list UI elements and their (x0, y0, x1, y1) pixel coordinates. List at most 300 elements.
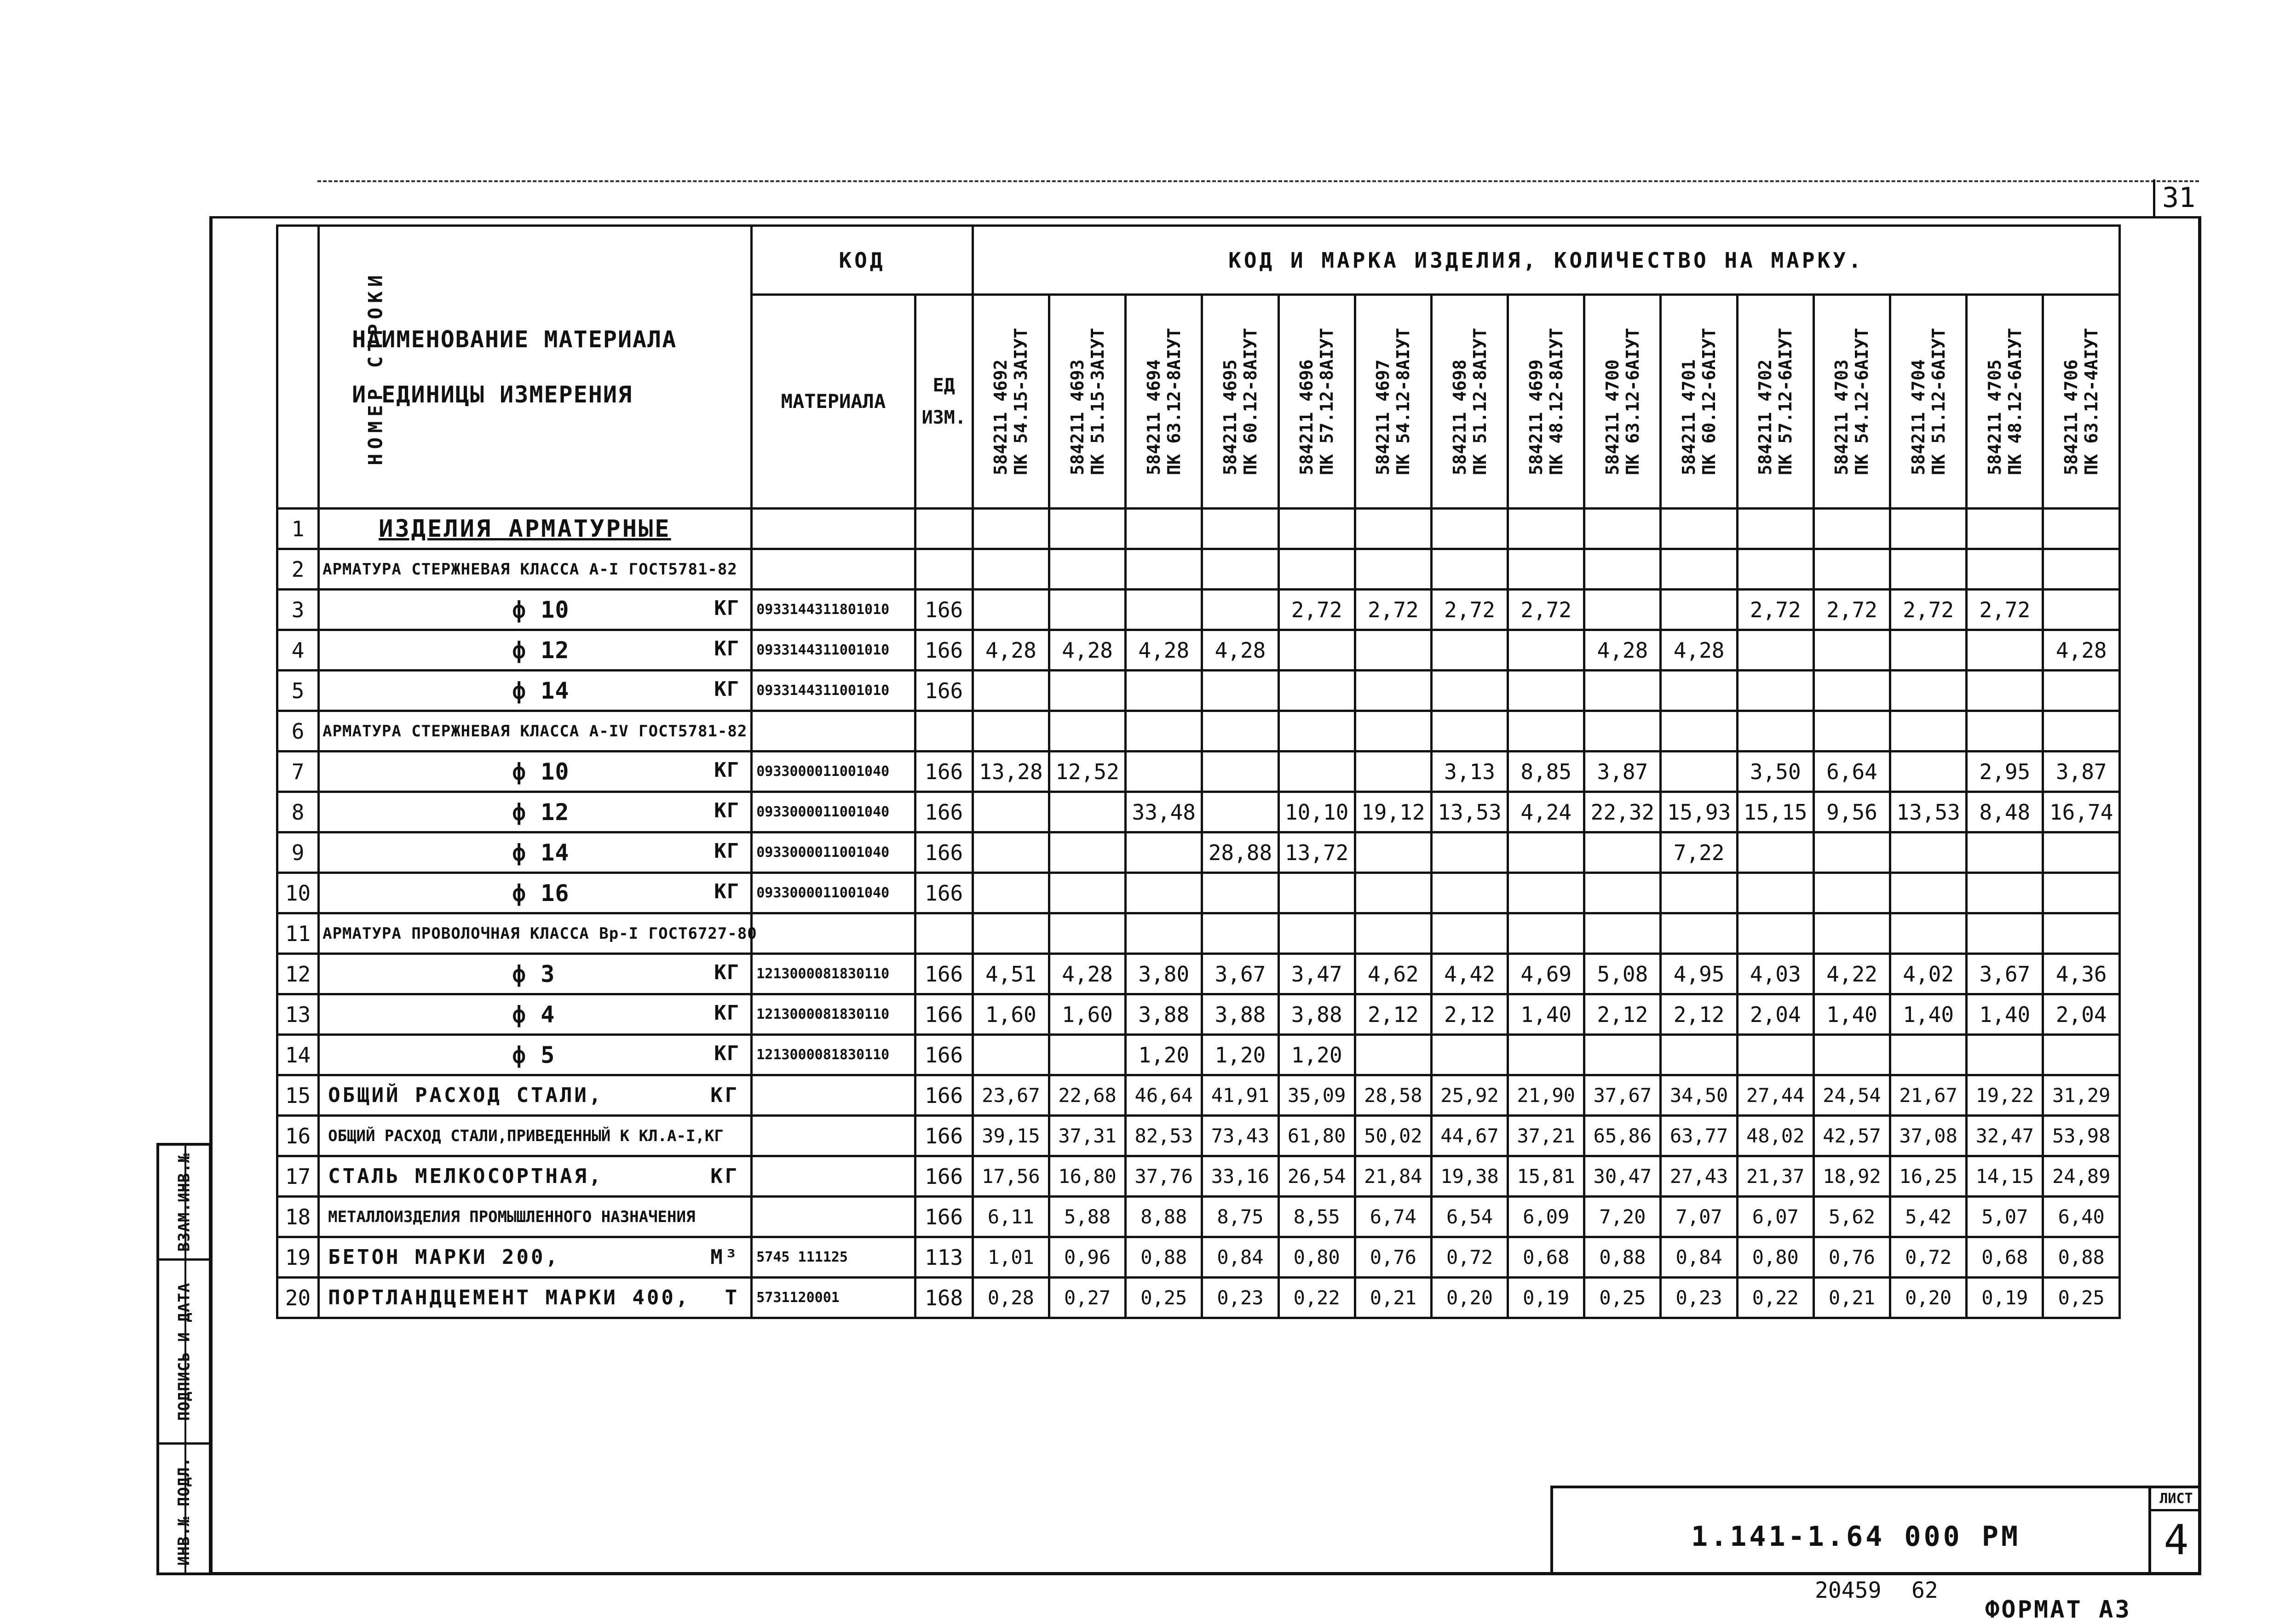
unit-text: КГ (714, 1041, 740, 1065)
quantity-cell (1967, 549, 2043, 590)
quantity-cell: 2,72 (1431, 590, 1508, 630)
quantity-cell: 3,67 (1202, 954, 1278, 994)
document-code: 1.141-1.64 000 РМ (1691, 1521, 2021, 1553)
stamp-label: ПОДПИСЬ И ДАТА (175, 1282, 194, 1421)
material-name (319, 509, 752, 549)
quantity-cell (1967, 630, 2043, 671)
quantity-cell (1584, 1035, 1661, 1075)
top-dashed-line (317, 180, 2199, 182)
material-name-text: БЕТОН МАРКИ 200, (328, 1245, 560, 1269)
quantity-cell: 0,80 (1278, 1237, 1355, 1278)
quantity-cell (1355, 752, 1431, 792)
material-name (319, 1156, 752, 1197)
unit-code: 166 (915, 671, 973, 711)
quantity-cell (1049, 590, 1125, 630)
quantity-cell: 16,25 (1890, 1156, 1967, 1197)
quantity-cell (1737, 549, 1813, 590)
material-name-text: ф 16 (512, 879, 570, 907)
quantity-cell (973, 792, 1049, 832)
quantity-cell (1355, 1035, 1431, 1075)
quantity-cell (1661, 671, 1737, 711)
quantity-cell (1202, 590, 1278, 630)
unit-code (915, 509, 973, 549)
quantity-cell: 48,02 (1737, 1116, 1813, 1156)
quantity-cell: 4,24 (1508, 792, 1584, 832)
quantity-cell (1049, 671, 1125, 711)
unit-text: КГ (714, 879, 740, 903)
material-code (752, 549, 915, 590)
table-row (277, 873, 2120, 913)
product-mark: ПК 63.12-6АIУТ (1622, 327, 1643, 476)
row-number: 17 (277, 1156, 319, 1197)
quantity-cell (1126, 873, 1202, 913)
unit-code: 166 (915, 954, 973, 994)
quantity-cell (1202, 509, 1278, 549)
unit-code: 166 (915, 994, 973, 1035)
row-number: 18 (277, 1197, 319, 1237)
material-code (752, 711, 915, 752)
quantity-cell (1661, 590, 1737, 630)
row-number: 12 (277, 954, 319, 994)
row-number: 16 (277, 1116, 319, 1156)
quantity-cell (1584, 873, 1661, 913)
quantity-cell: 4,36 (2043, 954, 2120, 994)
quantity-cell: 8,75 (1202, 1197, 1278, 1237)
quantity-cell: 5,08 (1584, 954, 1661, 994)
quantity-cell: 4,28 (1202, 630, 1278, 671)
row-number: 2 (277, 549, 319, 590)
quantity-cell (2043, 590, 2120, 630)
quantity-cell: 23,67 (973, 1075, 1049, 1116)
unit-code: 166 (915, 1116, 973, 1156)
footer-number-2: 62 (1911, 1578, 1938, 1603)
quantity-cell: 6,07 (1737, 1197, 1813, 1237)
quantity-cell (1431, 630, 1508, 671)
quantity-cell: 2,72 (1737, 590, 1813, 630)
quantity-cell: 16,80 (1049, 1156, 1125, 1197)
quantity-cell: 4,28 (1049, 954, 1125, 994)
product-column-header (1049, 295, 1125, 509)
material-code: 0933144311801010 (752, 590, 915, 630)
material-name-text: ф 3 (512, 960, 555, 987)
table-row (277, 1237, 2120, 1278)
quantity-cell (1890, 913, 1967, 954)
row-number: 14 (277, 1035, 319, 1075)
material-code (752, 913, 915, 954)
stamp-cell-replaced (159, 1146, 209, 1261)
quantity-cell (1278, 913, 1355, 954)
quantity-cell (973, 873, 1049, 913)
quantity-cell: 28,58 (1355, 1075, 1431, 1116)
quantity-cell: 63,77 (1661, 1116, 1737, 1156)
quantity-cell: 0,84 (1202, 1237, 1278, 1278)
quantity-cell (1431, 832, 1508, 873)
quantity-cell: 46,64 (1126, 1075, 1202, 1116)
row-number: 5 (277, 671, 319, 711)
quantity-cell (2043, 873, 2120, 913)
corner-number: 31 (2162, 182, 2196, 214)
quantity-cell: 0,27 (1049, 1278, 1125, 1318)
unit-code: 166 (915, 1197, 973, 1237)
quantity-cell: 0,20 (1890, 1278, 1967, 1318)
product-mark: ПК 60.12-8АIУТ (1240, 327, 1261, 476)
quantity-cell (1049, 913, 1125, 954)
stamp-cell-original (159, 1445, 209, 1578)
quantity-cell (1737, 1035, 1813, 1075)
quantity-cell: 4,03 (1737, 954, 1813, 994)
quantity-cell: 28,88 (1202, 832, 1278, 873)
quantity-cell: 0,84 (1661, 1237, 1737, 1278)
product-code: 584211 4696 (1296, 359, 1317, 476)
product-mark: ПК 63.12-4АIУТ (2081, 327, 2102, 476)
quantity-cell: 18,92 (1813, 1156, 1890, 1197)
quantity-cell (1737, 671, 1813, 711)
quantity-cell (1661, 873, 1737, 913)
quantity-cell: 3,87 (1584, 752, 1661, 792)
quantity-cell (1890, 509, 1967, 549)
unit-text: КГ (714, 798, 740, 822)
quantity-cell (973, 711, 1049, 752)
quantity-cell: 4,28 (1049, 630, 1125, 671)
quantity-cell: 4,22 (1813, 954, 1890, 994)
sheet-label: ЛИСТ (2151, 1488, 2201, 1511)
code-header: КОД (752, 226, 973, 295)
product-code: 584211 4703 (1831, 359, 1852, 476)
product-code: 584211 4700 (1602, 359, 1623, 476)
quantity-cell (1278, 873, 1355, 913)
quantity-cell (1355, 711, 1431, 752)
product-column-header (1967, 295, 2043, 509)
quantity-cell (1431, 711, 1508, 752)
quantity-cell: 1,60 (973, 994, 1049, 1035)
quantity-cell (1202, 671, 1278, 711)
quantity-cell: 13,28 (973, 752, 1049, 792)
table-row (277, 1197, 2120, 1237)
product-code: 584211 4701 (1679, 359, 1699, 476)
quantity-cell: 1,40 (1967, 994, 2043, 1035)
quantity-cell: 21,84 (1355, 1156, 1431, 1197)
quantity-cell (1661, 549, 1737, 590)
unit-text: М³ (710, 1245, 740, 1269)
material-name-text: АРМАТУРА СТЕРЖНЕВАЯ КЛАССА А-I ГОСТ5781-82 (322, 560, 737, 579)
unit-text: КГ (710, 1083, 740, 1107)
quantity-cell: 44,67 (1431, 1116, 1508, 1156)
quantity-cell (1278, 509, 1355, 549)
product-column-header (1584, 295, 1661, 509)
material-code: 5731120001 (752, 1278, 915, 1318)
quantity-cell (1049, 711, 1125, 752)
unit-code: 166 (915, 630, 973, 671)
quantity-cell: 2,12 (1661, 994, 1737, 1035)
material-name (319, 1116, 752, 1156)
quantity-cell: 2,72 (1278, 590, 1355, 630)
quantity-cell: 27,43 (1661, 1156, 1737, 1197)
quantity-cell: 1,20 (1278, 1035, 1355, 1075)
product-mark: ПК 51.12-6АIУТ (1928, 327, 1949, 476)
quantity-cell: 6,09 (1508, 1197, 1584, 1237)
quantity-cell: 2,72 (1967, 590, 2043, 630)
quantity-cell (1813, 1035, 1890, 1075)
unit-text: КГ (714, 839, 740, 863)
quantity-cell (973, 913, 1049, 954)
quantity-cell: 2,12 (1355, 994, 1431, 1035)
product-mark: ПК 54.12-6АIУТ (1852, 327, 1872, 476)
product-mark: ПК 48.12-8АIУТ (1546, 327, 1566, 476)
table-row (277, 832, 2120, 873)
product-column-header (2043, 295, 2120, 509)
quantity-cell: 65,86 (1584, 1116, 1661, 1156)
quantity-cell (1737, 913, 1813, 954)
material-name-header: НАИМЕНОВАНИЕ МАТЕРИАЛА И ЕДИНИЦЫ ИЗМЕРЕНИЯ (319, 226, 752, 509)
quantity-cell: 4,28 (2043, 630, 2120, 671)
product-mark: ПК 48.12-6АIУТ (2004, 327, 2025, 476)
quantity-cell (1049, 832, 1125, 873)
unit-text: КГ (714, 677, 740, 701)
quantity-cell (1584, 913, 1661, 954)
quantity-cell (1431, 509, 1508, 549)
quantity-cell: 33,48 (1126, 792, 1202, 832)
product-column-header (1813, 295, 1890, 509)
table-row (277, 590, 2120, 630)
quantity-cell: 0,25 (1584, 1278, 1661, 1318)
material-name (319, 913, 757, 954)
quantity-cell: 2,04 (2043, 994, 2120, 1035)
quantity-cell: 0,23 (1661, 1278, 1737, 1318)
stamp-label: ВЗАМ.ИНВ.№ (175, 1153, 194, 1251)
quantity-cell (1508, 509, 1584, 549)
quantity-cell: 4,95 (1661, 954, 1737, 994)
product-code: 584211 4706 (2061, 359, 2082, 476)
quantity-cell (1202, 711, 1278, 752)
quantity-cell: 33,16 (1202, 1156, 1278, 1197)
quantity-cell: 19,12 (1355, 792, 1431, 832)
quantity-cell (1126, 509, 1202, 549)
quantity-cell: 21,90 (1508, 1075, 1584, 1116)
quantity-cell: 6,40 (2043, 1197, 2120, 1237)
quantity-cell: 0,68 (1508, 1237, 1584, 1278)
quantity-cell: 2,95 (1967, 752, 2043, 792)
material-name-text: АРМАТУРА ПРОВОЛОЧНАЯ КЛАССА Вр-I ГОСТ6727-80 (322, 924, 757, 943)
quantity-cell: 53,98 (2043, 1116, 2120, 1156)
unit-code: 166 (915, 792, 973, 832)
quantity-cell (1890, 832, 1967, 873)
quantity-cell: 8,85 (1508, 752, 1584, 792)
quantity-cell: 2,12 (1431, 994, 1508, 1035)
quantity-cell (1508, 1035, 1584, 1075)
quantity-cell (1278, 752, 1355, 792)
material-name (319, 630, 752, 671)
material-name (319, 590, 752, 630)
quantity-cell: 0,22 (1737, 1278, 1813, 1318)
code-material-header: МАТЕРИАЛА (752, 295, 915, 509)
quantity-cell: 0,76 (1813, 1237, 1890, 1278)
table-row (277, 1156, 2120, 1197)
quantity-cell (1584, 671, 1661, 711)
quantity-cell (1661, 711, 1737, 752)
product-mark: ПК 63.12-8АIУТ (1163, 327, 1184, 476)
material-name (319, 873, 752, 913)
quantity-cell: 37,21 (1508, 1116, 1584, 1156)
quantity-cell: 34,50 (1661, 1075, 1737, 1116)
material-code: 0933144311001010 (752, 671, 915, 711)
quantity-cell (1737, 509, 1813, 549)
unit-code: 166 (915, 752, 973, 792)
quantity-cell (2043, 1035, 2120, 1075)
quantity-cell (1126, 671, 1202, 711)
unit-code: 166 (915, 1075, 973, 1116)
quantity-cell (1508, 630, 1584, 671)
quantity-cell (1967, 711, 2043, 752)
quantity-cell: 73,43 (1202, 1116, 1278, 1156)
quantity-cell: 0,80 (1737, 1237, 1813, 1278)
unit-code: 166 (915, 832, 973, 873)
unit-text: КГ (714, 758, 740, 782)
quantity-cell (1890, 630, 1967, 671)
material-name-text: ф 5 (512, 1041, 555, 1068)
quantity-cell (1049, 792, 1125, 832)
row-number: 4 (277, 630, 319, 671)
quantity-cell (1661, 1035, 1737, 1075)
quantity-cell: 30,47 (1584, 1156, 1661, 1197)
unit-text: КГ (714, 1001, 740, 1025)
table-row (277, 1035, 2120, 1075)
quantity-cell: 37,31 (1049, 1116, 1125, 1156)
quantity-cell: 4,42 (1431, 954, 1508, 994)
quantity-cell (1508, 549, 1584, 590)
quantity-cell: 22,68 (1049, 1075, 1125, 1116)
quantity-cell (1431, 671, 1508, 711)
material-name-text: ф 12 (512, 637, 570, 664)
quantity-cell (1355, 630, 1431, 671)
quantity-cell: 13,72 (1278, 832, 1355, 873)
quantity-cell: 0,23 (1202, 1278, 1278, 1318)
table-row (277, 994, 2120, 1035)
row-number: 8 (277, 792, 319, 832)
quantity-cell: 15,81 (1508, 1156, 1584, 1197)
quantity-cell: 6,74 (1355, 1197, 1431, 1237)
row-number: 13 (277, 994, 319, 1035)
quantity-cell: 5,07 (1967, 1197, 2043, 1237)
quantity-cell (1431, 549, 1508, 590)
quantity-cell: 0,72 (1431, 1237, 1508, 1278)
quantity-cell: 37,08 (1890, 1116, 1967, 1156)
quantity-cell: 8,48 (1967, 792, 2043, 832)
quantity-cell (1661, 752, 1737, 792)
quantity-cell (1737, 630, 1813, 671)
quantity-cell (2043, 671, 2120, 711)
product-code: 584211 4693 (1067, 359, 1088, 476)
quantity-cell: 4,62 (1355, 954, 1431, 994)
quantity-cell (2043, 832, 2120, 873)
quantity-cell (973, 1035, 1049, 1075)
quantity-cell: 3,88 (1202, 994, 1278, 1035)
product-mark: ПК 51.15-3АIУТ (1087, 327, 1108, 476)
product-mark: ПК 54.12-8АIУТ (1393, 327, 1414, 476)
unit-code: 166 (915, 1035, 973, 1075)
quantity-cell: 13,53 (1431, 792, 1508, 832)
quantity-cell: 7,07 (1661, 1197, 1737, 1237)
quantity-cell: 16,74 (2043, 792, 2120, 832)
quantity-cell (1508, 671, 1584, 711)
quantity-cell: 0,21 (1355, 1278, 1431, 1318)
quantity-cell: 35,09 (1278, 1075, 1355, 1116)
product-column-header (1890, 295, 1967, 509)
material-name (319, 832, 752, 873)
quantity-cell: 2,72 (1813, 590, 1890, 630)
quantity-cell: 0,21 (1813, 1278, 1890, 1318)
quantity-cell (1737, 832, 1813, 873)
quantity-cell (1355, 913, 1431, 954)
row-number: 19 (277, 1237, 319, 1278)
quantity-cell (1049, 549, 1125, 590)
quantity-cell: 4,02 (1890, 954, 1967, 994)
quantity-cell: 0,96 (1049, 1237, 1125, 1278)
unit-code (915, 913, 973, 954)
material-name-text: АРМАТУРА СТЕРЖНЕВАЯ КЛАССА А-IV ГОСТ5781-82 (322, 722, 748, 740)
unit-text: Т (725, 1285, 740, 1309)
quantity-cell: 15,93 (1661, 792, 1737, 832)
row-number: 11 (277, 913, 319, 954)
quantity-cell: 4,28 (1126, 630, 1202, 671)
product-code: 584211 4704 (1908, 359, 1928, 476)
quantity-cell: 1,60 (1049, 994, 1125, 1035)
unit-text: КГ (714, 637, 740, 660)
quantity-cell (1126, 549, 1202, 590)
product-column-header (1202, 295, 1278, 509)
quantity-cell: 2,04 (1737, 994, 1813, 1035)
quantity-cell: 61,80 (1278, 1116, 1355, 1156)
table-row (277, 1278, 2120, 1318)
table-row (277, 711, 2120, 752)
product-code: 584211 4705 (1984, 359, 2005, 476)
quantity-cell: 3,88 (1278, 994, 1355, 1035)
product-column-header (1126, 295, 1202, 509)
quantity-cell: 0,68 (1967, 1237, 2043, 1278)
material-code (752, 1116, 915, 1156)
quantity-cell (1661, 913, 1737, 954)
material-name-text: ф 4 (512, 1001, 555, 1028)
material-code: 0933000011001040 (752, 752, 915, 792)
quantity-cell (1813, 509, 1890, 549)
quantity-cell (1355, 509, 1431, 549)
quantity-cell: 6,11 (973, 1197, 1049, 1237)
table-row (277, 630, 2120, 671)
quantity-cell: 21,37 (1737, 1156, 1813, 1197)
quantity-cell: 42,57 (1813, 1116, 1890, 1156)
quantity-cell (1355, 832, 1431, 873)
unit-code: 166 (915, 590, 973, 630)
quantity-cell: 1,40 (1508, 994, 1584, 1035)
material-code (752, 1197, 915, 1237)
quantity-cell (1508, 711, 1584, 752)
unit-text: КГ (714, 596, 740, 620)
material-code: 0933000011001040 (752, 873, 915, 913)
row-number: 10 (277, 873, 319, 913)
quantity-cell: 0,88 (1584, 1237, 1661, 1278)
material-name-text: ф 12 (512, 798, 570, 826)
quantity-cell: 0,25 (1126, 1278, 1202, 1318)
unit-code: 166 (915, 873, 973, 913)
quantity-cell: 1,01 (973, 1237, 1049, 1278)
quantity-cell (1049, 873, 1125, 913)
quantity-cell: 82,53 (1126, 1116, 1202, 1156)
product-mark: ПК 57.12-6АIУТ (1775, 327, 1796, 476)
quantity-cell: 0,19 (1967, 1278, 2043, 1318)
material-name-text: СТАЛЬ МЕЛКОСОРТНАЯ, (328, 1164, 604, 1188)
quantity-cell (973, 832, 1049, 873)
quantity-cell: 5,42 (1890, 1197, 1967, 1237)
material-code: 0933144311001010 (752, 630, 915, 671)
